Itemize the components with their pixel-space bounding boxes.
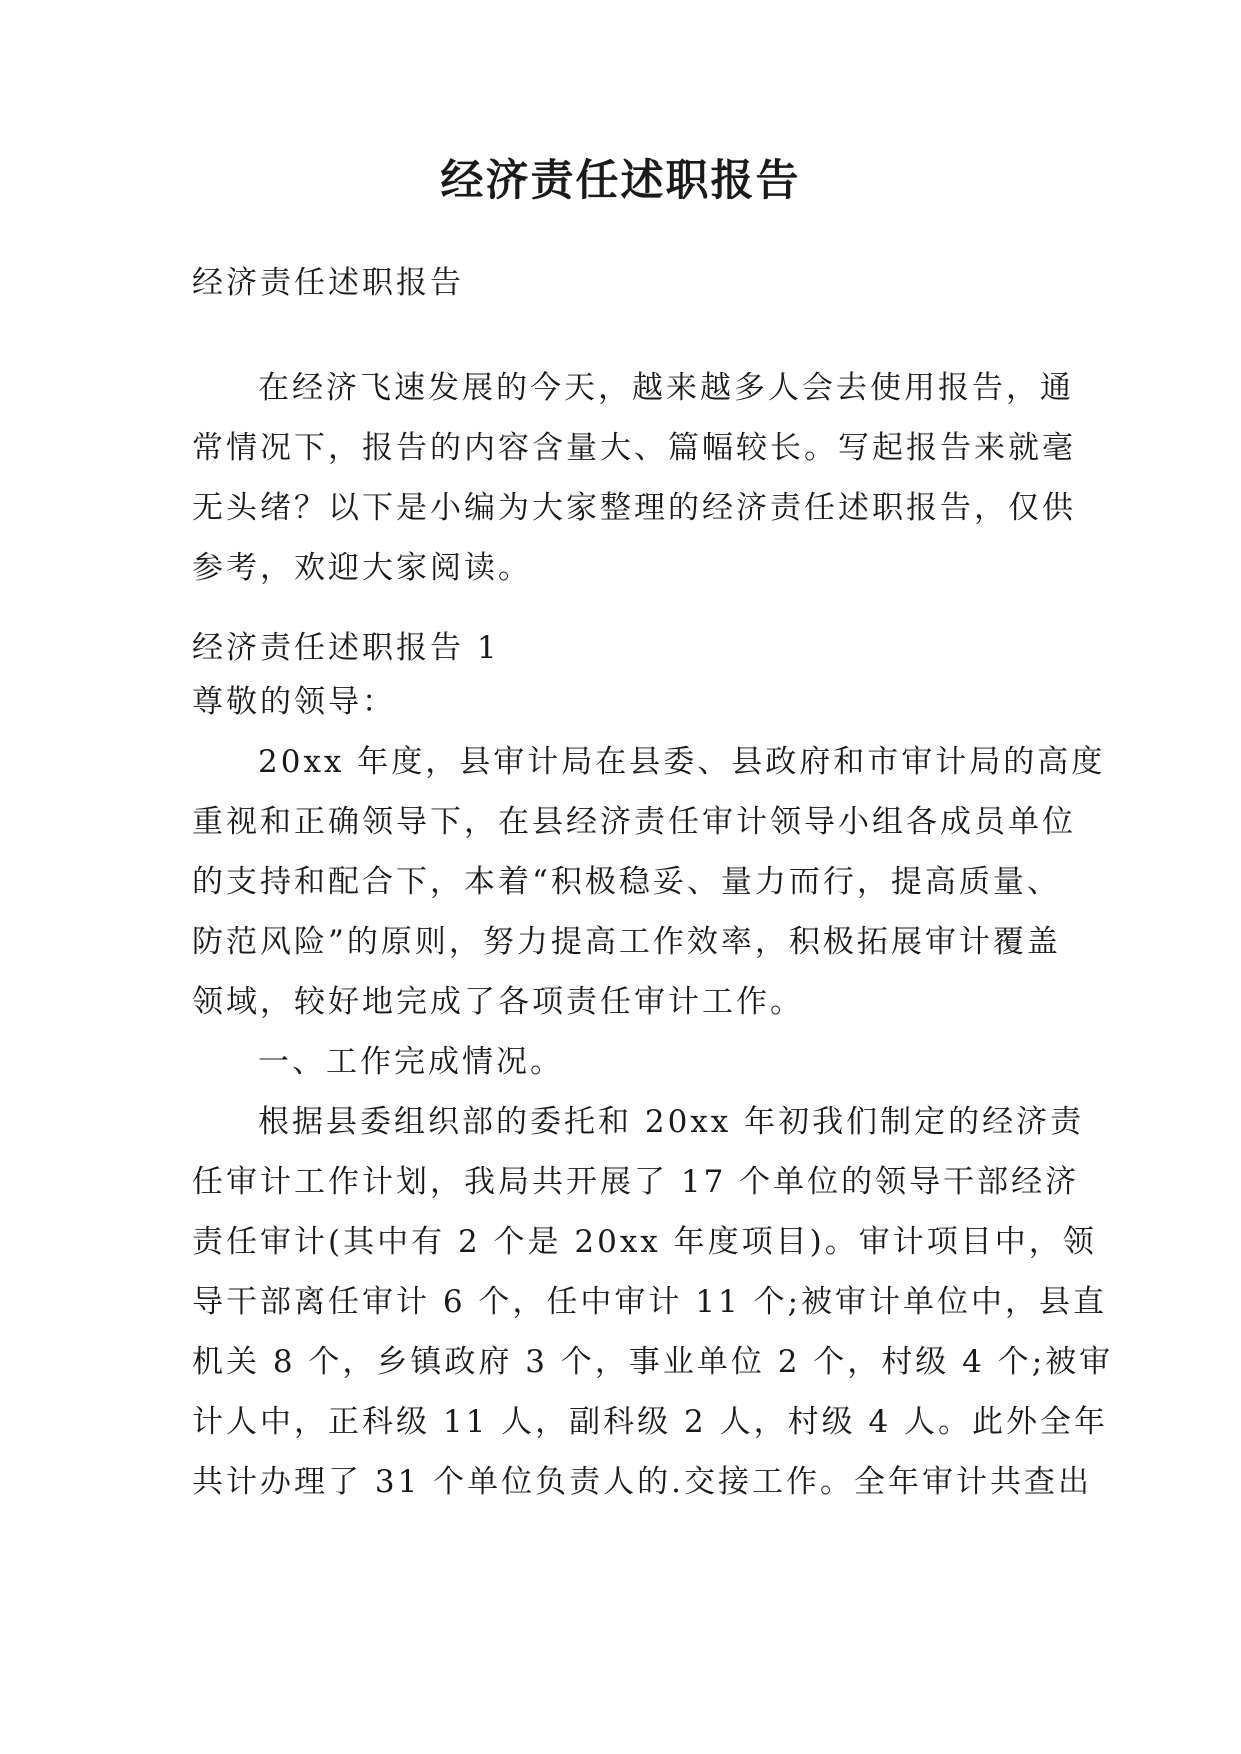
paragraph-line: 在经济飞速发展的今天，越来越多人会去使用报告，通 — [258, 370, 1074, 406]
paragraph-2 — [192, 1092, 1114, 1512]
document-subtitle: 经济责任述职报告 — [192, 265, 464, 301]
paragraph-line: 根据县委组织部的委托和 20xx 年初我们制定的经济责 — [258, 1104, 1085, 1140]
paragraph-line: 计人中，正科级 11 人，副科级 2 人，村级 4 人。此外全年 — [192, 1404, 1109, 1440]
paragraph-line: 机关 8 个，乡镇政府 3 个，事业单位 2 个，村级 4 个;被审 — [192, 1344, 1114, 1380]
paragraph-line: 参考，欢迎大家阅读。 — [192, 550, 532, 586]
paragraph-line: 领域，较好地完成了各项责任审计工作。 — [192, 984, 804, 1020]
paragraph-line: 20xx 年度，县审计局在县委、县政府和市审计局的高度 — [258, 744, 1106, 780]
paragraph-line: 无头绪？以下是小编为大家整理的经济责任述职报告，仅供 — [192, 490, 1076, 526]
document-title: 经济责任述职报告 — [440, 156, 801, 206]
intro-paragraph — [192, 358, 1076, 598]
paragraph-line: 任审计工作计划，我局共开展了 17 个单位的领导干部经济 — [192, 1164, 1080, 1200]
paragraph-1 — [192, 732, 1106, 1032]
paragraph-line: 共计办理了 31 个单位负责人的.交接工作。全年审计共查出 — [192, 1464, 1093, 1500]
section-heading: 经济责任述职报告 1 — [192, 630, 500, 666]
subheading: 一、工作完成情况。 — [258, 1044, 564, 1080]
paragraph-line: 常情况下，报告的内容含量大、篇幅较长。写起报告来就毫 — [192, 430, 1076, 466]
paragraph-line: 责任审计(其中有 2 个是 20xx 年度项目)。审计项目中，领 — [192, 1224, 1097, 1260]
paragraph-line: 导干部离任审计 6 个，任中审计 11 个;被审计单位中，县直 — [192, 1284, 1108, 1320]
paragraph-line: 重视和正确领导下，在县经济责任审计领导小组各成员单位 — [192, 804, 1076, 840]
salutation: 尊敬的领导： — [192, 684, 396, 720]
paragraph-line: 的支持和配合下，本着“积极稳妥、量力而行，提高质量、 — [192, 864, 1061, 900]
paragraph-line: 防范风险”的原则，努力提高工作效率，积极拓展审计覆盖 — [192, 924, 1061, 960]
